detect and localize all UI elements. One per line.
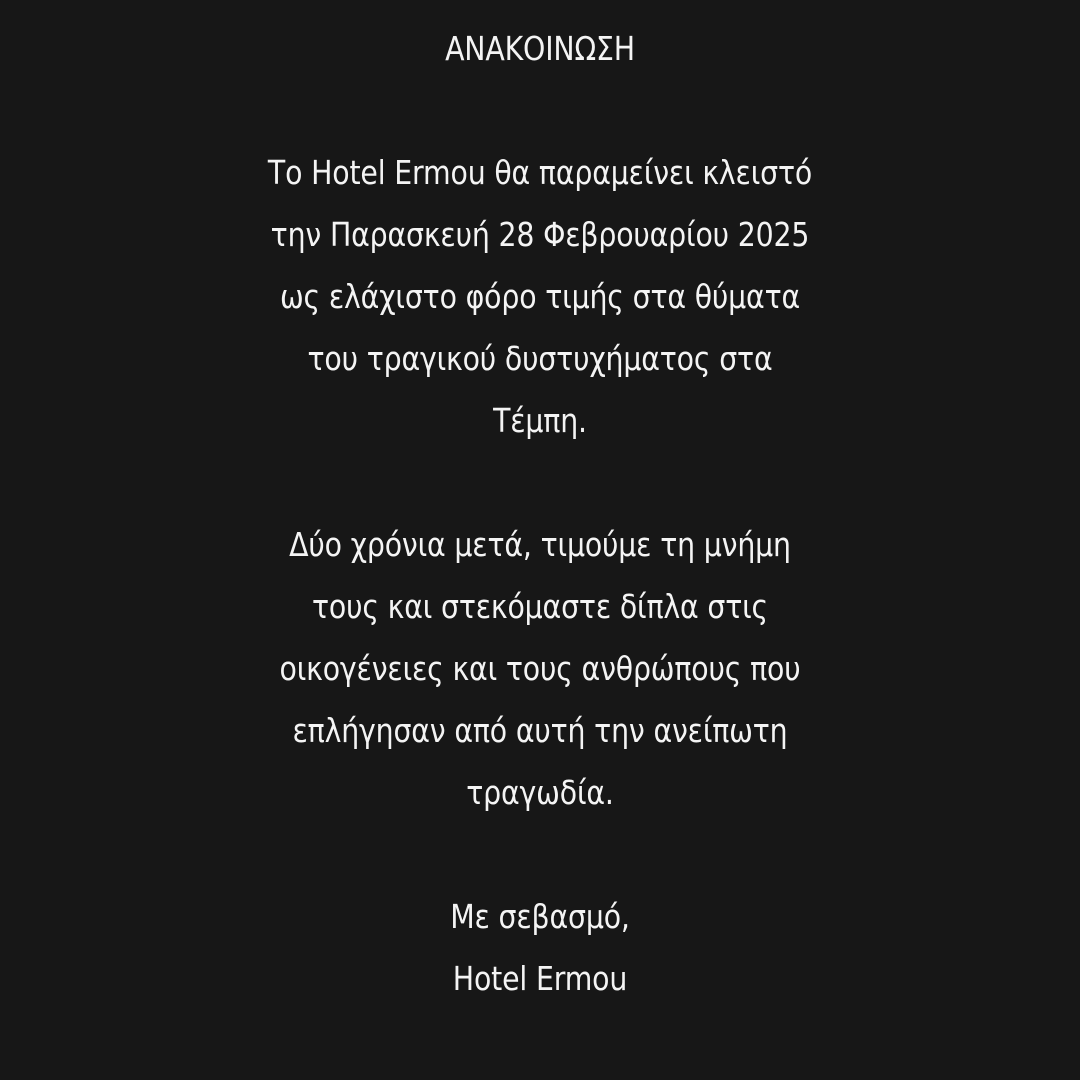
paragraph2-line: τους και στεκόμαστε δίπλα στις — [311, 587, 769, 626]
spacer — [0, 452, 1080, 514]
announcement-heading: ΑΝΑΚΟΙΝΩΣΗ — [445, 29, 635, 68]
announcement-text-block — [0, 18, 1080, 1010]
paragraph1-line: του τραγικού δυστυχήματος στα — [307, 339, 773, 378]
closing-line: Με σεβασμό, — [450, 897, 630, 936]
paragraph1-line: Τέμπη. — [493, 401, 587, 440]
paragraph1-line: ως ελάχιστο φόρο τιμής στα θύματα — [279, 277, 801, 316]
paragraph2-line: επλήγησαν από αυτή την ανείπωτη — [292, 711, 788, 750]
spacer — [0, 824, 1080, 886]
signature-line: Hotel Ermou — [452, 959, 628, 998]
paragraph1-line: Το Hotel Ermou θα παραμείνει κλειστό — [267, 153, 813, 192]
spacer — [0, 80, 1080, 142]
paragraph2-line: τραγωδία. — [466, 773, 614, 812]
paragraph1-line: την Παρασκευή 28 Φεβρουαρίου 2025 — [270, 215, 810, 254]
paragraph2-line: οικογένειες και τους ανθρώπους που — [279, 649, 801, 688]
paragraph2-line: Δύο χρόνια μετά, τιμούμε τη μνήμη — [289, 525, 791, 564]
